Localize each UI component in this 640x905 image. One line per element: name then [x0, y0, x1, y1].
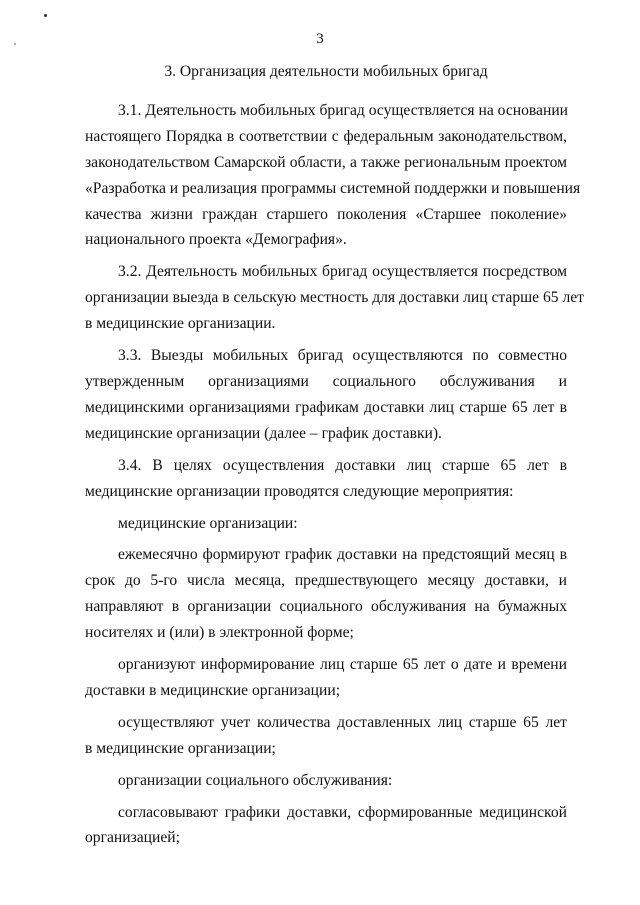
text-line: национального проекта «Демография».	[85, 231, 347, 249]
paragraph-3-4	[85, 453, 567, 505]
list-label-social	[85, 768, 567, 794]
paragraph-3-1	[85, 98, 581, 253]
text-line: медицинские организации (далее – график доставки).	[85, 424, 442, 442]
text-line: медицинские организации проводятся следующие мероприятия:	[85, 482, 514, 500]
paragraph-3-3	[85, 343, 567, 447]
paragraph-3-2	[85, 259, 584, 337]
text-line: срок до 5-го числа месяца, предшествующего месяцу доставки, и	[85, 572, 567, 590]
page-number: 3	[316, 31, 324, 47]
text-line: медицинские организации:	[118, 514, 298, 532]
text-line: «Разработка и реализация программы системной поддержки и повышения	[85, 179, 581, 197]
text-line: организации выезда в сельскую местность для доставки лиц старше 65 лет	[85, 289, 584, 307]
text-line: 3.3. Выезды мобильных бригад осуществляются по совместно	[118, 347, 567, 365]
text-line: организуют информирование лиц старше 65 лет о дате и времени	[118, 656, 567, 674]
list-item-agree	[85, 800, 567, 852]
text-line: в медицинские организации;	[85, 739, 276, 757]
text-line: 3.4. В целях осуществления доставки лиц старше 65 лет в	[118, 456, 567, 474]
list-label-medical	[85, 511, 567, 537]
text-line: утвержденным организациями социального обслуживания и	[85, 372, 567, 390]
text-line: осуществляют учет количества доставленных лиц старше 65 лет	[118, 713, 567, 731]
text-line: согласовывают графики доставки, сформированные медицинской	[118, 803, 567, 821]
text-line: доставки в медицинские организации;	[85, 681, 341, 699]
list-item-schedule	[85, 542, 567, 646]
text-line: организации социального обслуживания:	[118, 771, 393, 789]
text-line: 3.2. Деятельность мобильных бригад осуществляется посредством	[118, 263, 567, 281]
text-line: настоящего Порядка в соответствии с федеральным законодательством,	[85, 127, 567, 145]
text-line: организацией;	[85, 829, 180, 847]
list-item-accounting	[85, 710, 567, 762]
text-line: медицинскими организациями графикам доставки лиц старше 65 лет в	[85, 398, 567, 416]
section-heading: 3. Организация деятельности мобильных бригад	[164, 63, 488, 80]
document-body	[85, 59, 584, 851]
text-line: законодательством Самарской области, а также региональным проектом	[85, 153, 567, 171]
text-line: в медицинские организации.	[85, 315, 276, 333]
text-line: направляют в организации социального обслуживания на бумажных	[85, 598, 567, 616]
text-line: носителях и (или) в электронной форме;	[85, 624, 354, 642]
list-item-informing	[85, 652, 567, 704]
text-line: 3.1. Деятельность мобильных бригад осуществляется на основании	[118, 101, 569, 119]
text-line: качества жизни граждан старшего поколения «Старшее поколение»	[85, 205, 567, 223]
scan-speck	[44, 14, 47, 17]
text-line: ежемесячно формируют график доставки на предстоящий месяц в	[118, 546, 567, 564]
